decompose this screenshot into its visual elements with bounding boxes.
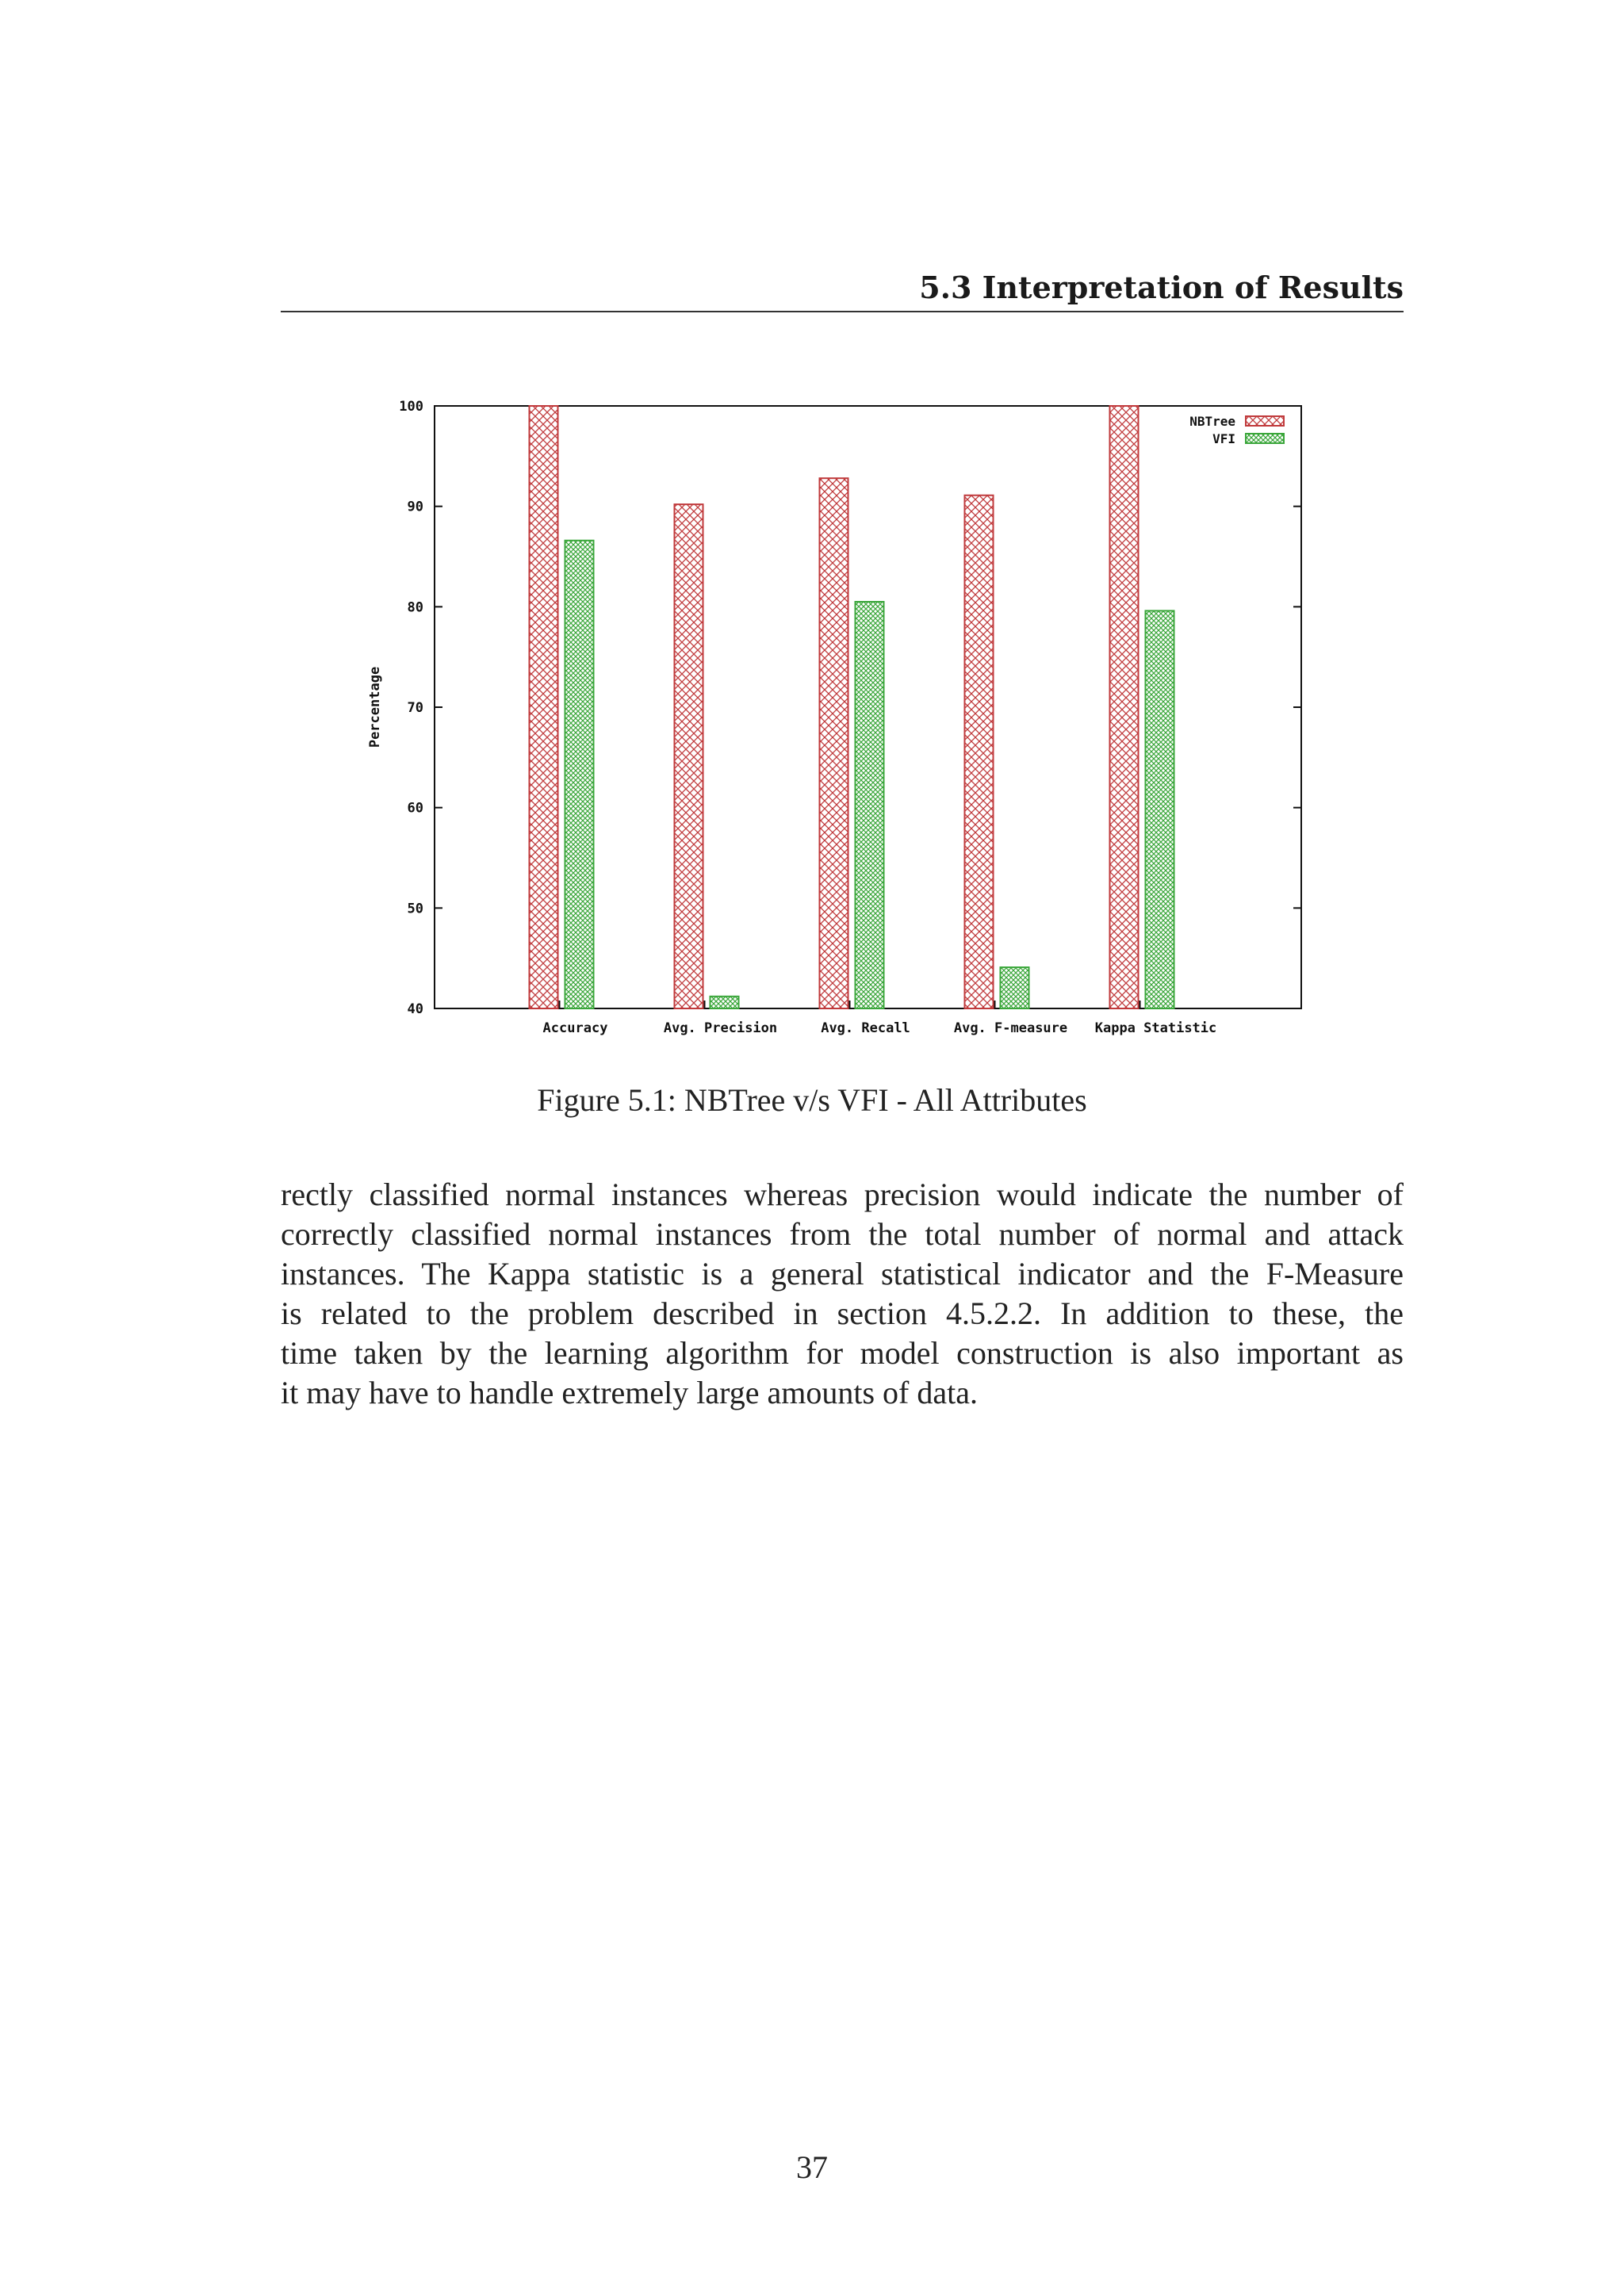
legend-label: VFI [1212,431,1235,446]
section-title: 5.3 Interpretation of Results [919,270,1404,305]
bar-chart [0,0,1624,1078]
bar-nbtree-0 [530,406,558,1008]
body-line: instances. The Kappa statistic is a general statistical indicator and the F-Measure [281,1256,1404,1292]
body-line: rectly classified normal instances whereas precision would indicate the number of [281,1177,1404,1212]
y-tick-label: 100 [399,399,423,415]
legend-swatch [1246,434,1284,443]
bar-vfi-2 [856,602,884,1008]
y-tick-label: 80 [407,599,423,616]
y-tick-label: 50 [407,901,423,917]
x-tick-label: Kappa Statistic [1094,1020,1217,1036]
bar-vfi-3 [1001,967,1029,1008]
bar-vfi-4 [1146,610,1174,1008]
y-tick-label: 70 [407,700,423,716]
bars [530,406,1174,1008]
bar-nbtree-4 [1110,406,1139,1008]
bar-nbtree-1 [675,504,703,1008]
body-line: time taken by the learning algorithm for model construction is also important as [281,1335,1404,1371]
body-line: it may have to handle extremely large amounts of data. [281,1375,978,1410]
bar-vfi-1 [710,997,739,1008]
legend [1189,414,1284,446]
y-tick-label: 60 [407,800,423,817]
y-tick-label: 90 [407,499,423,515]
x-tick-label: Avg. F-measure [953,1020,1068,1036]
page-number: 37 [796,2149,828,2185]
x-tick-label: Avg. Recall [821,1020,910,1036]
y-tick-label: 40 [407,1001,423,1017]
legend-swatch [1246,416,1284,426]
bar-vfi-0 [565,541,594,1008]
legend-label: NBTree [1189,414,1235,429]
body-paragraph [281,1175,1404,1413]
bar-nbtree-3 [965,496,994,1008]
figure-caption: Figure 5.1: NBTree v/s VFI - All Attributes [537,1082,1087,1118]
figure-chart [0,0,1624,1078]
body-line: is related to the problem described in section 4.5.2.2. In addition to these, the [281,1295,1404,1331]
bar-nbtree-2 [820,478,848,1008]
y-axis-label: Percentage [367,666,383,748]
body-line: correctly classified normal instances from the total number of normal and attack [281,1216,1404,1252]
x-tick-label: Accuracy [542,1020,608,1036]
x-tick-label: Avg. Precision [663,1020,778,1036]
